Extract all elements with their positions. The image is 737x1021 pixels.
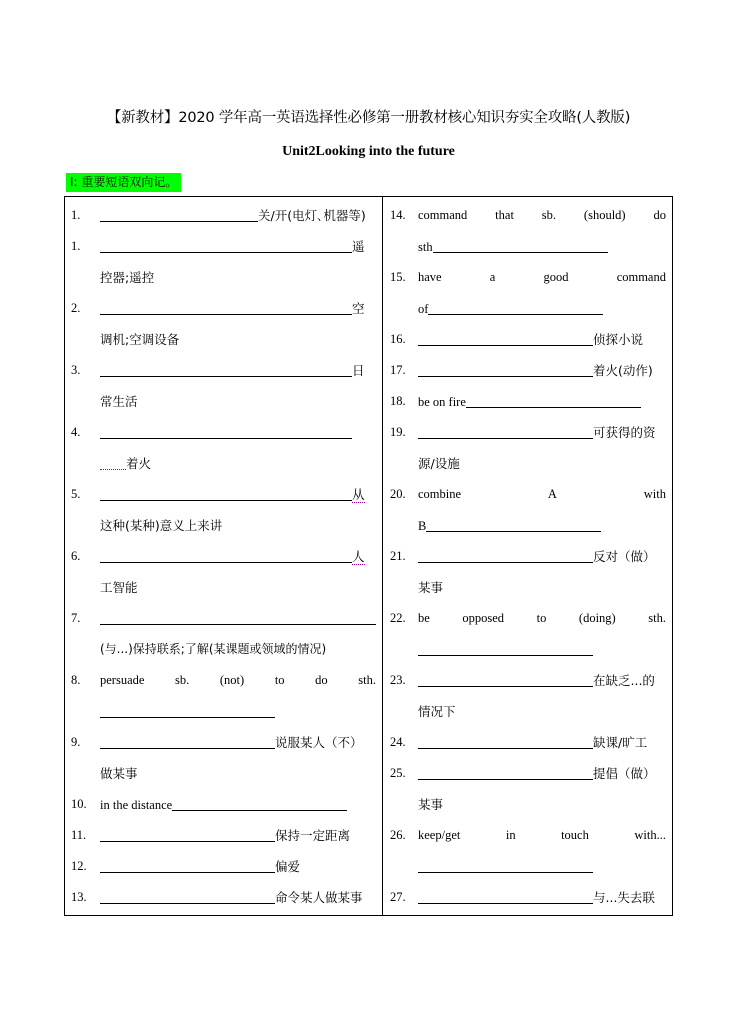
answer-blank[interactable] xyxy=(100,424,352,439)
item-number: 26. xyxy=(390,828,406,842)
list-item-continued: sth xyxy=(418,231,608,262)
list-item-continued xyxy=(100,696,275,727)
answer-blank[interactable] xyxy=(418,889,593,904)
answer-blank[interactable] xyxy=(426,517,601,532)
item-number: 7. xyxy=(71,611,81,625)
list-item: 日 xyxy=(100,355,365,386)
answer-blank[interactable] xyxy=(100,858,275,873)
list-item: keep/get in touch with... xyxy=(418,828,666,842)
list-item-continued: 常生活 xyxy=(100,394,138,409)
answer-blank[interactable] xyxy=(100,362,352,377)
list-item: 说服某人（不） xyxy=(100,727,363,758)
answer-blank[interactable] xyxy=(100,734,275,749)
answer-blank[interactable] xyxy=(100,207,258,222)
item-number: 5. xyxy=(71,487,81,501)
page-title: 【新教材】2020 学年高一英语选择性必修第一册教材核心知识夯实全攻略(人教版) xyxy=(106,110,631,126)
item-number: 20. xyxy=(390,487,406,501)
answer-blank[interactable] xyxy=(433,238,608,253)
item-number: 1. xyxy=(71,239,81,253)
answer-blank[interactable] xyxy=(418,734,593,749)
list-item xyxy=(100,603,376,634)
item-number: 10. xyxy=(71,797,87,811)
answer-blank[interactable] xyxy=(100,889,275,904)
item-number: 3. xyxy=(71,363,81,377)
answer-blank[interactable] xyxy=(100,703,275,718)
item-number: 24. xyxy=(390,735,406,749)
list-item-continued: 控器;遥控 xyxy=(100,270,155,285)
answer-blank[interactable] xyxy=(466,393,641,408)
item-number: 4. xyxy=(71,425,81,439)
answer-blank[interactable] xyxy=(172,796,347,811)
list-item: have a good command xyxy=(418,270,666,284)
list-item: 偏爱 xyxy=(100,851,300,882)
list-item: 在缺乏...的 xyxy=(418,665,655,696)
list-item-continued: B xyxy=(418,510,601,541)
answer-blank[interactable] xyxy=(100,610,376,625)
answer-blank[interactable] xyxy=(100,827,275,842)
item-number: 16. xyxy=(390,332,406,346)
item-number: 25. xyxy=(390,766,406,780)
list-item: 反对（做） xyxy=(418,541,656,572)
list-item-continued xyxy=(418,851,593,882)
list-item: 保持一定距离 xyxy=(100,820,350,851)
item-number: 6. xyxy=(71,549,81,563)
list-item-continued: 源/设施 xyxy=(418,456,460,471)
list-item-continued: 某事 xyxy=(418,580,444,595)
item-number: 13. xyxy=(71,890,87,904)
list-item-continued: 工智能 xyxy=(100,580,138,595)
list-item: 命令某人做某事 xyxy=(100,882,363,913)
answer-blank[interactable] xyxy=(418,362,593,377)
item-number: 23. xyxy=(390,673,406,687)
answer-blank[interactable] xyxy=(418,424,593,439)
list-item-continued: of xyxy=(418,293,603,324)
list-item-continued: 着火 xyxy=(100,448,151,479)
list-item: 遥 xyxy=(100,231,365,262)
answer-blank[interactable] xyxy=(100,486,352,501)
list-item-continued: 调机;空调设备 xyxy=(100,332,180,347)
section-heading: Ⅰ: 重要短语双向记。 xyxy=(66,173,181,192)
answer-blank[interactable] xyxy=(418,548,593,563)
list-item: persuade sb. (not) to do sth. xyxy=(100,673,376,687)
item-number: 9. xyxy=(71,735,81,749)
answer-blank[interactable] xyxy=(100,238,352,253)
item-number: 22. xyxy=(390,611,406,625)
list-item-continued: 这种(某种)意义上来讲 xyxy=(100,518,223,533)
list-item-continued xyxy=(418,634,593,665)
item-number: 21. xyxy=(390,549,406,563)
item-number: 18. xyxy=(390,394,406,408)
answer-blank[interactable] xyxy=(418,672,593,687)
item-number: 11. xyxy=(71,828,87,842)
item-number: 27. xyxy=(390,890,406,904)
list-item: in the distance xyxy=(100,789,347,820)
list-item: 着火(动作) xyxy=(418,355,653,386)
list-item: 从 xyxy=(100,479,365,510)
column-divider xyxy=(382,197,383,915)
answer-blank[interactable] xyxy=(418,765,593,780)
list-item xyxy=(100,417,352,448)
list-item: 可获得的资 xyxy=(418,417,656,448)
item-number: 14. xyxy=(390,208,406,222)
list-item: 人 xyxy=(100,541,365,572)
list-item-continued: 情况下 xyxy=(418,704,456,719)
item-number: 8. xyxy=(71,673,81,687)
list-item-continued: (与...)保持联系;了解(某课题或领域的情况) xyxy=(100,642,327,656)
list-item-continued: 做某事 xyxy=(100,766,138,781)
answer-blank[interactable] xyxy=(418,858,593,873)
phrase-table xyxy=(64,196,673,916)
list-item: 侦探小说 xyxy=(418,324,643,355)
list-item: command that sb. (should) do xyxy=(418,208,666,222)
list-item: be on fire xyxy=(418,386,641,417)
list-item: 空 xyxy=(100,293,365,324)
item-number: 1. xyxy=(71,208,81,222)
item-number: 12. xyxy=(71,859,87,873)
answer-blank[interactable] xyxy=(418,641,593,656)
list-item: combine A with xyxy=(418,487,666,501)
list-item: 提倡（做） xyxy=(418,758,656,789)
answer-blank[interactable] xyxy=(428,300,603,315)
item-number: 15. xyxy=(390,270,406,284)
list-item: be opposed to (doing) sth. xyxy=(418,611,666,625)
answer-blank[interactable] xyxy=(418,331,593,346)
list-item-continued: 某事 xyxy=(418,797,444,812)
answer-blank[interactable] xyxy=(100,300,352,315)
list-item: 关/开(电灯､机器等) xyxy=(100,200,366,231)
item-number: 2. xyxy=(71,301,81,315)
unit-subtitle: Unit2Looking into the future xyxy=(282,144,455,159)
list-item: 与...失去联 xyxy=(418,882,655,913)
item-number: 17. xyxy=(390,363,406,377)
item-number: 19. xyxy=(390,425,406,439)
list-item: 缺课/旷工 xyxy=(418,727,647,758)
answer-blank[interactable] xyxy=(100,548,352,563)
